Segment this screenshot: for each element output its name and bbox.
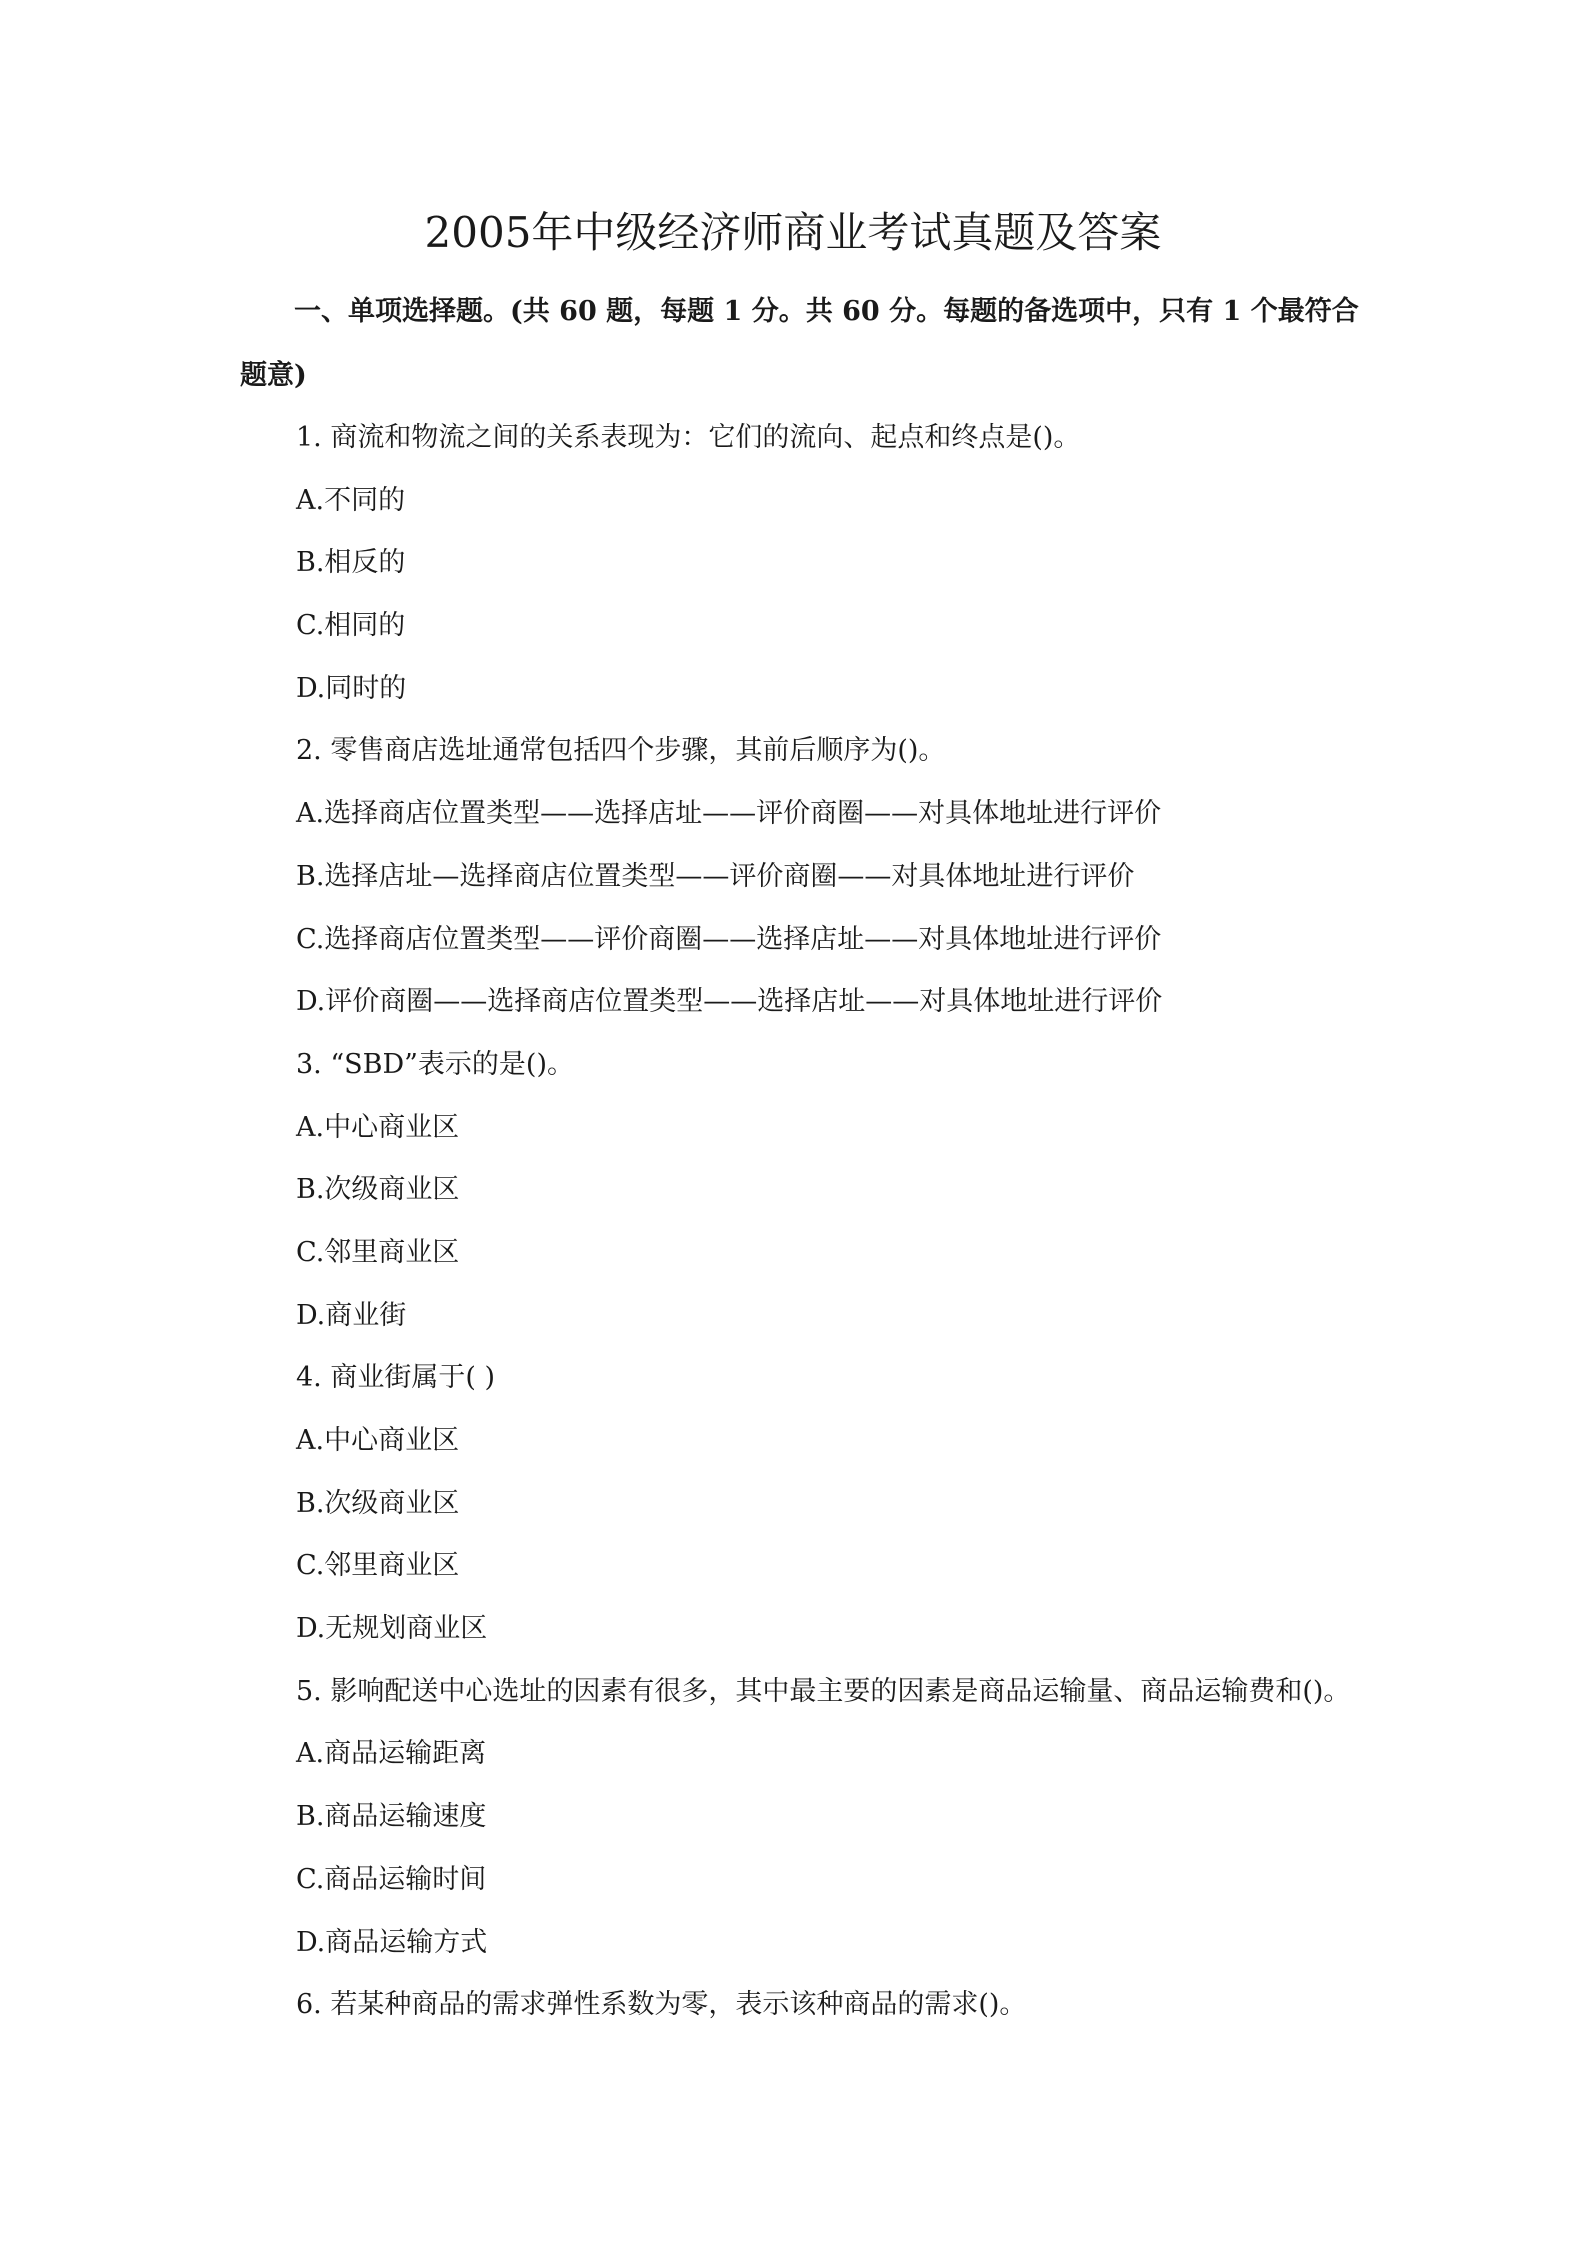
answer-option: B.次级商业区 xyxy=(296,1487,460,1519)
answer-option: B.相反的 xyxy=(296,547,406,579)
answer-option: B.选择店址—选择商店位置类型——评价商圈——对具体地址进行评价 xyxy=(296,860,1135,892)
answer-option: D.商品运输方式 xyxy=(296,1926,488,1958)
page-title: 2005年中级经济师商业考试真题及答案 xyxy=(424,208,1162,257)
answer-option: C.相同的 xyxy=(296,610,406,642)
section-heading: 一、单项选择题。(共 60 题，每题 1 分。共 60 分。每题的备选项中，只有 1 个最符合题意) xyxy=(240,296,1359,391)
answer-option: D.同时的 xyxy=(296,672,407,704)
question-text: 2. 零售商店选址通常包括四个步骤，其前后顺序为()。 xyxy=(296,735,946,767)
answer-option: D.无规划商业区 xyxy=(296,1613,488,1645)
question-text: 4. 商业街属于( ) xyxy=(296,1362,495,1394)
answer-option: A.商品运输距离 xyxy=(296,1738,487,1770)
answer-option: C.选择商店位置类型——评价商圈——选择店址——对具体地址进行评价 xyxy=(296,923,1162,955)
answer-option: D.评价商圈——选择商店位置类型——选择店址——对具体地址进行评价 xyxy=(296,986,1163,1018)
question-text: 6. 若某种商品的需求弹性系数为零，表示该种商品的需求()。 xyxy=(296,1989,1027,2021)
answer-option: C.邻里商业区 xyxy=(296,1236,460,1268)
answer-option: C.商品运输时间 xyxy=(296,1863,487,1895)
question-text: 5. 影响配送中心选址的因素有很多，其中最主要的因素是商品运输量、商品运输费和()。 xyxy=(296,1675,1351,1707)
answer-option: B.商品运输速度 xyxy=(296,1801,487,1833)
answer-option: A.中心商业区 xyxy=(296,1111,460,1143)
question-list xyxy=(240,407,1360,2037)
question-text: 3. “SBD”表示的是()。 xyxy=(296,1048,575,1080)
answer-option: B.次级商业区 xyxy=(296,1174,460,1206)
answer-option: A.中心商业区 xyxy=(296,1425,460,1456)
answer-option: D.商业街 xyxy=(296,1299,407,1331)
answer-option: A.不同的 xyxy=(296,484,406,516)
answer-option: C.邻里商业区 xyxy=(296,1550,460,1582)
question-text: 1. 商流和物流之间的关系表现为：它们的流向、起点和终点是()。 xyxy=(296,422,1081,453)
answer-option: A.选择商店位置类型——选择店址——评价商圈——对具体地址进行评价 xyxy=(296,798,1162,830)
